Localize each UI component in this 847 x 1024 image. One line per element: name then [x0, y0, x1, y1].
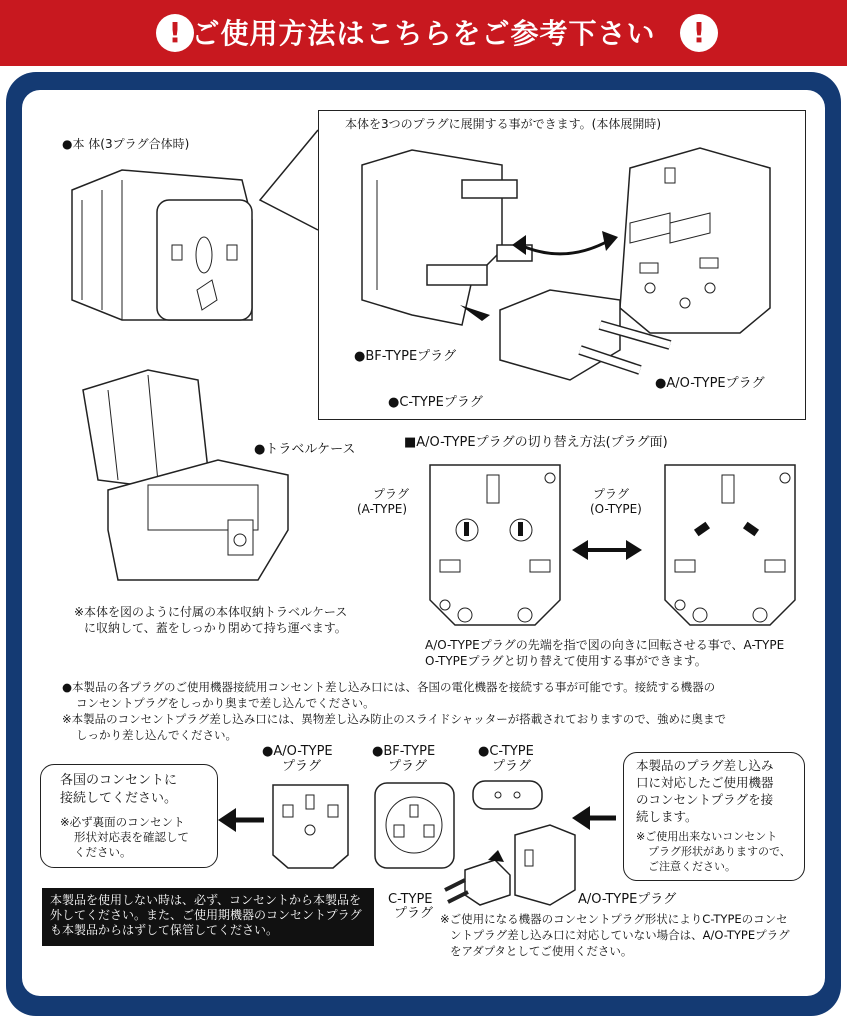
ao-face-o-type-illustration	[660, 460, 800, 630]
note-line-1: ●本製品の各プラグのご使用機器接続用コンセント差し込み口には、各国の電化機器を接続する事が可能です。接続する機器の	[62, 680, 716, 694]
callout-pointer	[258, 110, 320, 240]
expand-caption: 本体を3つのプラグに展開する事ができます。(本体展開時)	[345, 117, 662, 131]
device-info-line-4: 続します。	[636, 809, 698, 824]
device-info-line-3: のコンセントプラグを接	[636, 792, 774, 807]
outlet-info-line-4: 形状対応表を確認して	[74, 830, 189, 844]
bottom-note-2: ントプラグ差し込み口に対応していない場合は、A/O-TYPEプラグ	[450, 928, 790, 942]
c-type-label: ●C-TYPEプラグ	[388, 395, 483, 410]
arrow-left-icon	[218, 808, 266, 832]
a-type-label-1: プラグ	[373, 487, 410, 501]
travel-case-illustration	[78, 370, 298, 590]
note-line-2: コンセントプラグをしっかり奥まで差し込んでください。	[76, 696, 375, 710]
bottom-note-3: をアダプタとしてご使用ください。	[450, 944, 633, 958]
a-type-label-2: (A-TYPE)	[357, 502, 408, 516]
c-face-illustration	[470, 778, 545, 813]
switch-desc-1: A/O-TYPEプラグの先端を指で図の向きに回転させる事で、A-TYPE	[425, 638, 785, 652]
c-type-bottom-label-1: C-TYPE	[388, 892, 433, 907]
bf-face-label-2: プラグ	[388, 759, 428, 774]
double-arrow-icon	[572, 538, 642, 562]
warning-line-2: 外してください。また、ご使用期機器のコンセントプラグ	[50, 908, 362, 922]
warning-line-3: も本製品からはずして保管してください。	[50, 923, 279, 937]
switch-section-title: ■A/O-TYPEプラグの切り替え方法(プラグ面)	[404, 435, 668, 450]
ao-face-label-2: プラグ	[282, 759, 322, 774]
note-line-3: ※本製品のコンセントプラグ差し込み口には、異物差し込み防止のスライドシャッターが搭載されておりますので、強めに奥まで	[62, 712, 726, 726]
device-info-line-7: ご注意ください。	[648, 860, 736, 873]
ao-type-label: ●A/O-TYPEプラグ	[655, 376, 765, 391]
c-face-label-2: プラグ	[492, 759, 532, 774]
warning-line-1: 本製品を使用しない時は、必ず、コンセントから本製品を	[50, 893, 362, 907]
ao-type-bottom-label: A/O-TYPEプラグ	[578, 892, 677, 907]
ao-face-label-1: ●A/O-TYPE	[262, 744, 333, 759]
outlet-info-line-2: 接続してください。	[60, 791, 178, 806]
adapter-main-unit-illustration	[62, 160, 262, 340]
banner-title: ご使用方法はこちらをご参考下さい	[191, 17, 656, 50]
exclamation-icon: !	[680, 14, 718, 52]
outlet-info-line-1: 各国のコンセントに	[60, 773, 178, 788]
swap-arrow-icon	[510, 225, 620, 265]
c-type-bottom-label-2: プラグ	[394, 906, 434, 921]
exclamation-icon: !	[156, 14, 194, 52]
ao-face-illustration	[268, 780, 353, 870]
travel-case-note-1: ※本体を図のように付属の本体収納トラベルケース	[74, 605, 348, 619]
adapter-with-c-plug-illustration	[440, 820, 590, 920]
ao-face-a-type-illustration	[425, 460, 565, 630]
c-face-label-1: ●C-TYPE	[478, 744, 534, 759]
note-line-4: しっかり差し込んでください。	[76, 728, 237, 742]
travel-case-label: ●トラベルケース	[254, 442, 356, 457]
title-banner	[0, 0, 847, 66]
outlet-info-line-5: ください。	[74, 845, 132, 859]
bottom-note-1: ※ご使用になる機器のコンセントプラグ形状によりC-TYPEのコンセ	[440, 912, 788, 926]
main-unit-label: ●本 体(3プラグ合体時)	[62, 137, 190, 151]
bf-type-label: ●BF-TYPEプラグ	[354, 349, 457, 364]
device-info-line-1: 本製品のプラグ差し込み	[636, 758, 774, 773]
storage-warning-box	[42, 888, 374, 946]
travel-case-note-2: に収納して、蓋をしっかり閉めて持ち運べます。	[84, 621, 347, 635]
device-info-line-2: 口に対応したご使用機器	[636, 775, 774, 790]
o-type-label-1: プラグ	[593, 487, 630, 501]
device-info-line-5: ※ご使用出来ないコンセント	[636, 830, 778, 843]
device-info-line-6: プラグ形状がありますので、	[648, 845, 791, 858]
bf-face-label-1: ●BF-TYPE	[372, 744, 436, 759]
o-type-label-2: (O-TYPE)	[590, 502, 642, 516]
switch-desc-2: O-TYPEプラグと切り替えて使用する事ができます。	[425, 654, 707, 668]
outlet-info-line-3: ※必ず裏面のコンセント	[60, 815, 185, 829]
